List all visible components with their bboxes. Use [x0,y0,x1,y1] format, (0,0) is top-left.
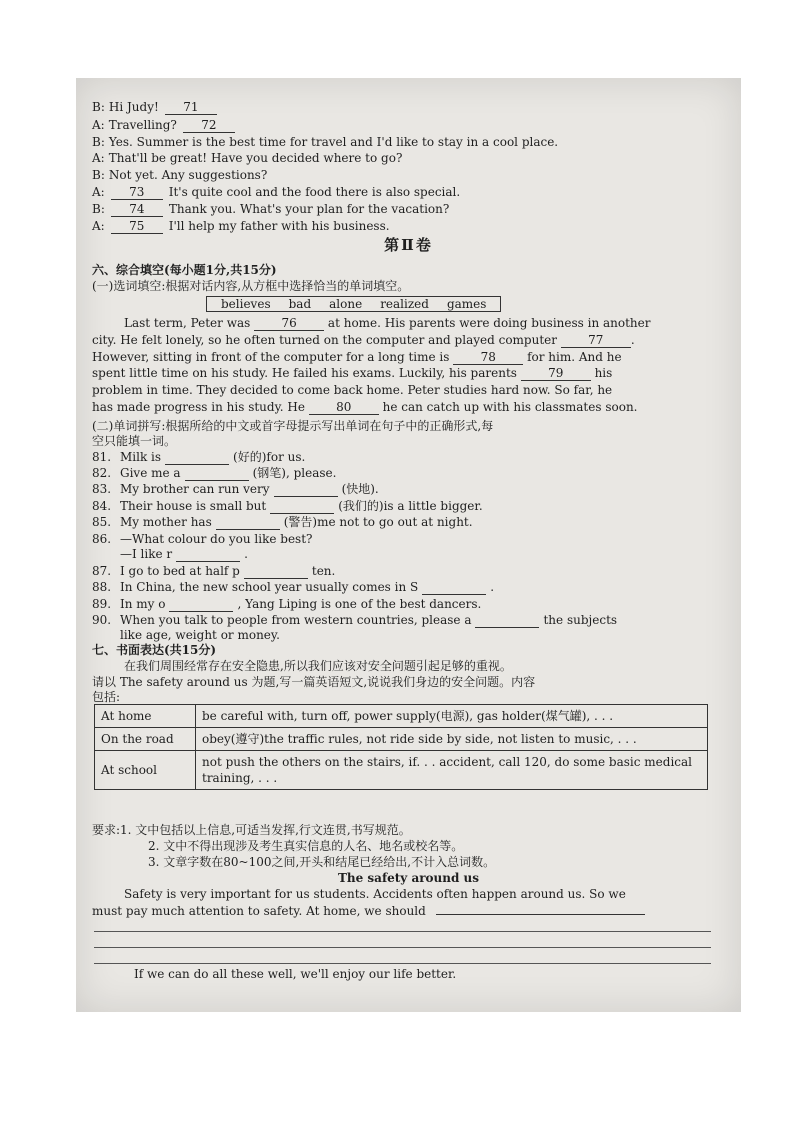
question-text: like age, weight or money. [120,628,280,642]
section6-sub2-line1: (二)单词拼写:根据所给的中文或首字母提示写出单词在句子中的正确形式,每 [92,419,494,433]
question-number: 90. [92,613,112,627]
dialogue-line [92,117,715,133]
question-hint: (我们的)is a little bigger. [338,499,483,513]
passage-text: his [590,366,613,380]
spelling-question [92,612,715,628]
question-hint: (快地). [341,482,379,496]
passage-text: spent little time on his study. He failed his exams. Luckily, his parents [92,366,521,380]
passage-line [124,315,715,331]
passage-text: for him. And he [523,350,622,364]
dialogue-blank[interactable]: 75 [111,220,163,234]
spelling-question [92,546,715,562]
passage-text: has made progress in his study. He [92,400,309,414]
question-text: My mother has [120,515,212,529]
dialogue-line [92,201,715,217]
dialogue-line [92,134,715,150]
exam-page [76,78,741,1012]
spelling-question [92,514,715,530]
requirement-1: 要求:1. 文中包括以上信息,可适当发挥,行文连贯,书写规范。 [92,823,411,837]
table-value: be careful with, turn off, power supply(电源), gas holder(煤气罐), . . . [196,705,708,728]
dialogue-blank[interactable]: 72 [183,119,235,133]
question-text: In China, the new school year usually comes in S [120,580,419,594]
passage-text: problem in time. They decided to come back home. Peter studies hard now. So far, he [92,383,613,397]
passage-text: . [630,333,635,347]
answer-blank[interactable] [475,614,539,628]
dialogue-line [92,167,715,183]
question-number: 81. [92,450,112,464]
question-hint: . [490,580,495,594]
spelling-question [92,579,715,595]
passage-line [92,399,715,415]
section7-intro2: 请以 The safety around us 为题,写一篇英语短文,说说我们身边的安全问题。内容 [92,675,536,689]
dialogue-text: Hi Judy! [108,100,159,114]
table-row [95,705,708,728]
question-number: 83. [92,482,112,496]
passage-text: city. He felt lonely, so he often turned on the computer and played computer [92,333,561,347]
spelling-question [92,531,715,547]
dialogue-line [92,99,715,115]
answer-blank[interactable] [244,565,308,579]
question-hint: (好的)for us. [233,450,306,464]
word-option: bad [288,297,312,311]
answer-blank[interactable] [169,598,233,612]
word-option: realized [380,297,429,311]
question-hint: ten. [311,564,336,578]
dialogue-line [92,218,715,234]
section6-heading: 六、综合填空(每小题1分,共15分) [92,263,277,277]
passage-line [92,382,715,398]
dialogue-line [92,150,715,166]
essay-line-2 [92,903,715,919]
cloze-blank[interactable]: 77 [561,334,631,348]
question-text: —What colour do you like best? [120,532,313,546]
passage-line [92,332,715,348]
question-hint: (钢笔), please. [252,466,337,480]
word-box [206,296,501,312]
section7-heading: 七、书面表达(共15分) [92,643,217,657]
question-text: I go to bed at half p [120,564,240,578]
question-text: Their house is small but [120,499,267,513]
question-text: Milk is [120,450,162,464]
answer-blank[interactable] [176,548,240,562]
passage-text: Last term, Peter was [124,316,255,330]
part-title: 第Ⅱ卷 [384,236,433,254]
spelling-question [92,449,715,465]
word-option: alone [329,297,363,311]
writing-line-1[interactable] [94,931,711,932]
question-number: 89. [92,597,112,611]
question-number: 84. [92,499,112,513]
dialogue-speaker: B: [92,202,105,216]
requirement-2: 2. 文中不得出现涉及考生真实信息的人名、地名或校名等。 [148,839,464,853]
question-hint: . [244,547,248,561]
cloze-blank[interactable]: 80 [309,401,379,415]
word-option: games [446,297,487,311]
spelling-question [92,465,715,481]
table-key: On the road [95,728,196,751]
spelling-question [92,627,715,643]
cloze-blank[interactable]: 79 [521,367,591,381]
dialogue-text: Thank you. What's your plan for the vacation? [168,202,450,216]
section7-intro3: 包括: [92,690,121,704]
cloze-blank[interactable]: 78 [453,351,523,365]
question-number: 86. [92,532,112,546]
question-text: When you talk to people from western countries, please a [120,613,472,627]
cloze-blank[interactable]: 76 [254,317,324,331]
dialogue-line [92,184,715,200]
dialogue-speaker: A: [92,118,105,132]
dialogue-text: Travelling? [108,118,177,132]
essay-line-1: Safety is very important for us students. Accidents often happen around us. So we [124,887,626,901]
dialogue-speaker: B: [92,135,105,149]
answer-blank[interactable] [422,581,486,595]
dialogue-speaker: A: [92,185,105,199]
question-text: —I like r [120,547,173,561]
dialogue-text: Yes. Summer is the best time for travel and I'd like to stay in a cool place. [108,135,559,149]
table-key: At home [95,705,196,728]
spelling-question [92,596,715,612]
dialogue-blank[interactable]: 74 [111,203,163,217]
question-text: My brother can run very [120,482,270,496]
answer-blank[interactable] [216,516,280,530]
dialogue-text: I'll help my father with his business. [168,219,390,233]
question-number: 85. [92,515,112,529]
table-row [95,751,708,790]
dialogue-blank[interactable]: 73 [111,186,163,200]
answer-blank[interactable] [185,467,249,481]
table-value: obey(遵守)the traffic rules, not ride side by side, not listen to music, . . . [196,728,708,751]
passage-line [92,349,715,365]
word-option: believes [221,297,271,311]
question-number: 88. [92,580,112,594]
requirement-3: 3. 文章字数在80~100之间,开头和结尾已经给出,不计入总词数。 [148,855,496,869]
question-text: In my o [120,597,166,611]
essay-writing-blank[interactable] [436,914,645,915]
section6-sub1: (一)选词填空:根据对话内容,从方框中选择恰当的单词填空。 [92,279,410,293]
essay-line-2-text: must pay much attention to safety. At home, we should [92,904,426,918]
word-box-row [206,296,715,312]
content-table [94,704,708,790]
passage-text: at home. His parents were doing business in another [324,316,651,330]
essay-ending: If we can do all these well, we'll enjoy our life better. [134,967,457,981]
question-text: Give me a [120,466,181,480]
section6-sub2-line2: 空只能填一词。 [92,434,177,448]
table-key: At school [95,751,196,790]
question-hint: , Yang Liping is one of the best dancers. [237,597,482,611]
table-value: not push the others on the stairs, if. . . accident, call 120, do some basic medical training, . . . [196,751,708,790]
question-hint: the subjects [543,613,618,627]
answer-blank[interactable] [274,483,338,497]
dialogue-blank[interactable]: 71 [165,101,217,115]
question-number: 82. [92,466,112,480]
dialogue-text: It's quite cool and the food there is also special. [168,185,461,199]
essay-title: The safety around us [337,871,480,885]
spelling-question [92,481,715,497]
question-number: 87. [92,564,112,578]
dialogue-speaker: B: [92,100,105,114]
spelling-question [92,498,715,514]
dialogue-text: Not yet. Any suggestions? [108,168,268,182]
spelling-question [92,563,715,579]
passage-text: he can catch up with his classmates soon. [378,400,638,414]
passage-line [92,365,715,381]
writing-line-3[interactable] [94,963,711,964]
passage-text: However, sitting in front of the computer for a long time is [92,350,454,364]
writing-line-2[interactable] [94,947,711,948]
dialogue-speaker: B: [92,168,105,182]
answer-blank[interactable] [165,451,229,465]
answer-blank[interactable] [270,500,334,514]
dialogue-speaker: A: [92,219,105,233]
question-hint: (警告)me not to go out at night. [283,515,473,529]
section7-intro1: 在我们周围经常存在安全隐患,所以我们应该对安全问题引起足够的重视。 [124,659,512,673]
dialogue-text: That'll be great! Have you decided where to go? [108,151,403,165]
dialogue-speaker: A: [92,151,105,165]
table-row [95,728,708,751]
